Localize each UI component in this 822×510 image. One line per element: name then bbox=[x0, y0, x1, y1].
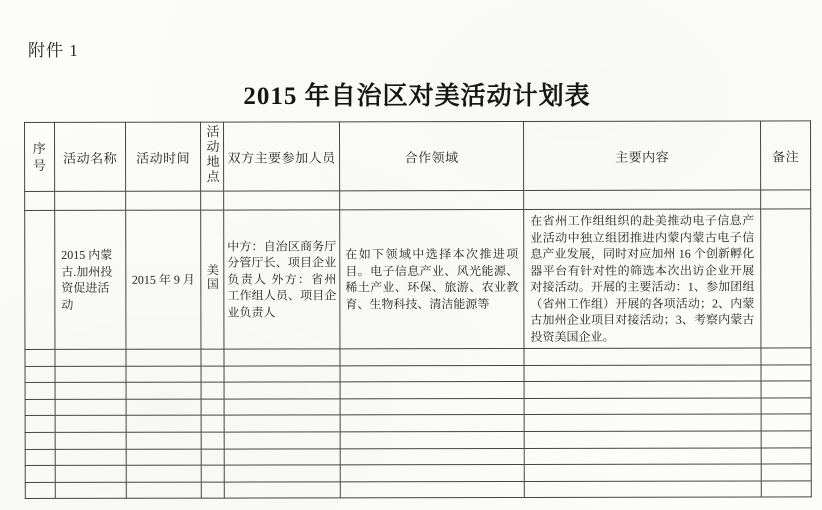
empty-cell bbox=[224, 448, 340, 465]
empty-cell bbox=[761, 398, 811, 415]
empty-cell bbox=[224, 482, 340, 499]
empty-cell bbox=[524, 365, 761, 382]
empty-cell bbox=[25, 191, 55, 210]
empty-cell bbox=[761, 190, 811, 209]
empty-cell bbox=[224, 399, 340, 416]
empty-cell bbox=[55, 382, 126, 399]
empty-row bbox=[25, 381, 811, 399]
empty-cell bbox=[25, 366, 55, 383]
empty-cell bbox=[761, 348, 811, 365]
empty-cell bbox=[224, 465, 340, 482]
cell-seq bbox=[25, 210, 55, 349]
empty-cell bbox=[55, 399, 126, 416]
empty-cell bbox=[340, 398, 524, 415]
empty-cell bbox=[55, 416, 126, 433]
header-cooperation-field: 合作领域 bbox=[340, 121, 524, 190]
empty-cell bbox=[224, 415, 340, 432]
empty-cell bbox=[201, 482, 224, 499]
empty-cell bbox=[524, 481, 761, 498]
empty-cell bbox=[224, 432, 340, 449]
empty-cell bbox=[126, 465, 201, 482]
empty-cell bbox=[126, 382, 201, 399]
empty-cell bbox=[340, 190, 524, 209]
empty-row bbox=[25, 431, 811, 449]
empty-cell bbox=[201, 191, 224, 210]
empty-cell bbox=[340, 348, 524, 365]
cell-activity-time: 2015 年 9 月 bbox=[126, 210, 201, 349]
header-participants: 双方主要参加人员 bbox=[224, 122, 340, 191]
activity-plan-table bbox=[24, 120, 812, 499]
empty-cell bbox=[126, 432, 201, 449]
header-seq: 序号 bbox=[25, 122, 55, 191]
empty-cell bbox=[55, 482, 126, 499]
empty-cell bbox=[761, 414, 811, 431]
empty-cell bbox=[340, 481, 524, 498]
empty-cell bbox=[524, 381, 761, 398]
header-remarks: 备注 bbox=[760, 121, 810, 190]
empty-cell bbox=[25, 466, 55, 483]
empty-cell bbox=[25, 349, 55, 366]
empty-cell bbox=[761, 464, 811, 481]
empty-row bbox=[25, 464, 811, 482]
cell-cooperation-field: 在如下领域中选择本次推进项目。电子信息产业、风光能源、稀土产业、环保、旅游、农业教育、生物科技、清洁能源等 bbox=[340, 209, 524, 348]
header-activity-location bbox=[201, 122, 224, 191]
empty-cell bbox=[55, 349, 126, 366]
header-main-content: 主要内容 bbox=[523, 121, 760, 190]
empty-cell bbox=[524, 414, 761, 431]
empty-cell bbox=[25, 449, 55, 466]
empty-row bbox=[25, 364, 811, 382]
table-header-row bbox=[25, 121, 811, 192]
empty-row bbox=[25, 481, 811, 499]
cell-main-content: 在省州工作组组织的赴美推动电子信息产业活动中独立组团推进内蒙内蒙古电子信息产业发展，同时对应加州 16 个创新孵化器平台有针对性的筛选本次出访企业开展对接活动。开展的主要活动：1、参加团组（省州工作组）开展的各项活动；2、内蒙古加州企业项目对接活动；3、考察内蒙古投资美国企业。 bbox=[524, 209, 761, 348]
empty-cell bbox=[340, 415, 524, 432]
empty-cell bbox=[126, 416, 201, 433]
empty-cell bbox=[126, 482, 201, 499]
empty-cell bbox=[201, 465, 224, 482]
empty-cell bbox=[55, 366, 126, 383]
empty-cell bbox=[224, 382, 340, 399]
empty-row bbox=[25, 447, 811, 465]
cell-activity-location-text: 美国 bbox=[205, 263, 220, 292]
empty-cell bbox=[25, 399, 55, 416]
empty-cell bbox=[340, 448, 524, 465]
empty-row bbox=[25, 414, 811, 432]
header-activity-name: 活动名称 bbox=[55, 122, 126, 191]
empty-cell bbox=[761, 447, 811, 464]
empty-cell bbox=[524, 448, 761, 465]
empty-cell bbox=[25, 383, 55, 400]
empty-cell bbox=[201, 449, 224, 466]
header-activity-time: 活动时间 bbox=[126, 122, 201, 191]
empty-rows bbox=[25, 348, 811, 499]
cell-activity-location bbox=[201, 210, 224, 349]
empty-cell bbox=[201, 432, 224, 449]
empty-cell bbox=[224, 349, 340, 366]
spacer-row bbox=[25, 190, 811, 211]
empty-cell bbox=[201, 382, 224, 399]
empty-cell bbox=[25, 432, 55, 449]
empty-cell bbox=[524, 464, 761, 481]
cell-activity-name: 2015 内蒙古.加州投资促进活动 bbox=[55, 210, 126, 349]
empty-cell bbox=[224, 365, 340, 382]
empty-cell bbox=[25, 416, 55, 433]
empty-cell bbox=[224, 191, 340, 210]
empty-cell bbox=[55, 432, 126, 449]
empty-cell bbox=[201, 349, 224, 366]
header-activity-location-text: 活动地点 bbox=[204, 124, 220, 185]
empty-cell bbox=[201, 399, 224, 416]
empty-cell bbox=[55, 449, 126, 466]
empty-cell bbox=[524, 431, 761, 448]
empty-cell bbox=[340, 365, 524, 382]
empty-cell bbox=[126, 349, 201, 366]
table-row bbox=[25, 209, 811, 350]
empty-cell bbox=[25, 482, 55, 499]
empty-cell bbox=[340, 465, 524, 482]
attachment-label: 附件 1 bbox=[28, 41, 79, 60]
cell-remarks bbox=[761, 209, 811, 348]
empty-cell bbox=[126, 366, 201, 383]
empty-row bbox=[25, 398, 811, 416]
empty-cell bbox=[126, 399, 201, 416]
cell-participants: 中方：自治区商务厅分管厅长、项目企业负责人 外方：省州工作组人员、项目企业负责人 bbox=[224, 210, 340, 349]
empty-cell bbox=[126, 449, 201, 466]
empty-cell bbox=[126, 191, 201, 210]
empty-cell bbox=[340, 382, 524, 399]
empty-cell bbox=[761, 364, 811, 381]
empty-cell bbox=[55, 191, 126, 210]
page-title: 2015 年自治区对美活动计划表 bbox=[243, 83, 591, 110]
empty-cell bbox=[524, 190, 761, 209]
empty-cell bbox=[761, 431, 811, 448]
empty-cell bbox=[524, 348, 761, 365]
empty-cell bbox=[524, 398, 761, 415]
empty-cell bbox=[340, 431, 524, 448]
empty-cell bbox=[201, 366, 224, 383]
empty-cell bbox=[761, 481, 811, 498]
empty-cell bbox=[201, 415, 224, 432]
empty-row bbox=[25, 348, 811, 366]
empty-cell bbox=[55, 465, 126, 482]
empty-cell bbox=[761, 381, 811, 398]
